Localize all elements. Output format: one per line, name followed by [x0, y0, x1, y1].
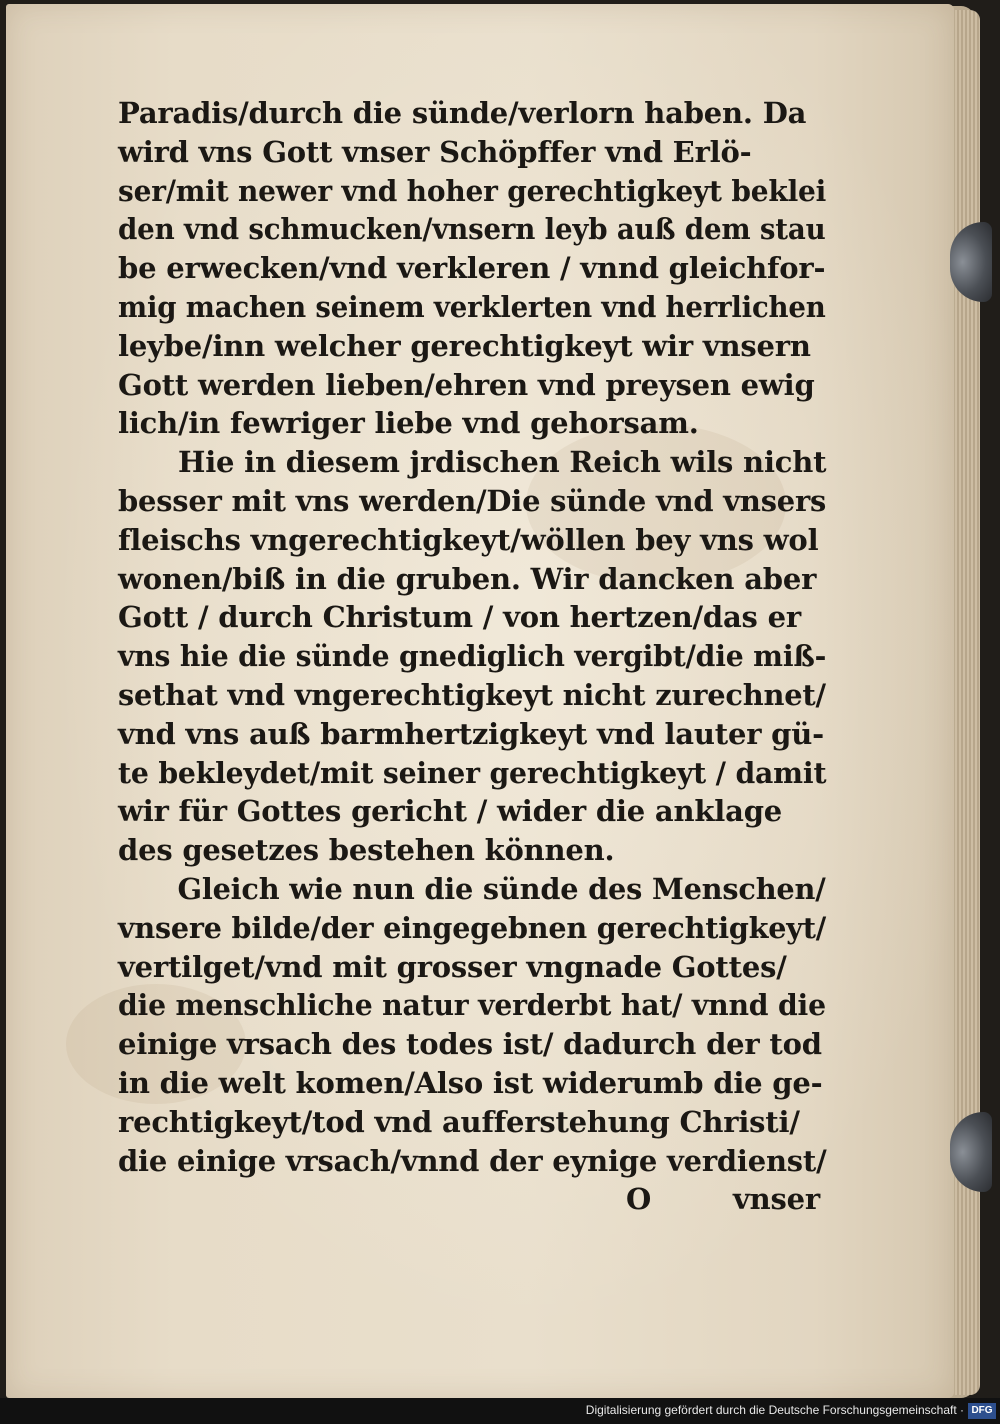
- text-line: leybe/inn welcher gerechtigkeyt wir vnsern: [118, 328, 811, 363]
- text-line: ser/mit newer vnd hoher gerechtigkeyt beklei: [118, 173, 827, 208]
- text-line-paragraph-start: Gleich wie nun die sünde des Menschen/: [177, 871, 826, 906]
- text-line: wir für Gottes gericht / wider die anklage: [118, 794, 783, 829]
- text-line: vnd vns auß barmhertzigkeyt vnd lauter gü-: [118, 716, 824, 751]
- text-line: vnsere bilde/der eingegebnen gerechtigkeyt/: [118, 910, 826, 945]
- text-line: wird vns Gott vnser Schöpffer vnd Erlö-: [118, 134, 752, 169]
- catchword: vnser: [733, 1182, 820, 1217]
- text-line-paragraph-start: Hie in diesem jrdischen Reich wils nicht: [178, 445, 827, 480]
- text-line: be erwecken/vnd verkleren / vnnd gleichfor-: [118, 251, 826, 286]
- text-line: mig machen seinem verklerten vnd herrlichen: [118, 289, 826, 324]
- book-page: [6, 4, 954, 1398]
- text-line: sethat vnd vngerechtigkeyt nicht zurechnet/: [118, 677, 826, 712]
- text-line: den vnd schmucken/vnsern leyb auß dem stau: [118, 212, 826, 247]
- dfg-logo-icon: DFG: [968, 1403, 996, 1419]
- text-line: wonen/biß in die gruben. Wir dancken aber: [118, 561, 817, 596]
- text-line: Paradis/durch die sünde/verlorn haben. Da: [118, 96, 807, 130]
- text-line: vns hie die sünde gnediglich vergibt/die miß-: [118, 639, 827, 674]
- text-line: lich/in fewriger liebe vnd gehorsam.: [118, 406, 699, 441]
- text-line: fleischs vngerechtigkeyt/wöllen bey vns wol: [118, 522, 819, 557]
- page-foot-line: [118, 1180, 826, 1219]
- footer-bar: [0, 1398, 1000, 1424]
- text-line: des gesetzes bestehen können.: [118, 833, 615, 868]
- text-line: die einige vrsach/vnnd der eynige verdienst/: [118, 1143, 827, 1178]
- text-line: Gott / durch Christum / von hertzen/das er: [118, 600, 801, 635]
- signature-mark: O: [626, 1182, 652, 1217]
- footer-credit: Digitalisierung gefördert durch die Deutsche Forschungsgemeinschaft ·: [585, 1403, 964, 1417]
- text-line: die menschliche natur verderbt hat/ vnnd die: [118, 988, 826, 1023]
- text-line: Gott werden lieben/ehren vnd preysen ewig: [118, 367, 815, 402]
- text-line: besser mit vns werden/Die sünde vnd vnsers: [118, 483, 827, 518]
- text-line: einige vrsach des todes ist/ dadurch der tod: [118, 1027, 822, 1062]
- text-line: rechtigkeyt/tod vnd aufferstehung Christi/: [118, 1104, 800, 1139]
- text-line: vertilget/vnd mit grosser vngnade Gottes/: [118, 949, 787, 984]
- text-line: in die welt komen/Also ist widerumb die ge-: [118, 1065, 823, 1100]
- text-line: te bekleydet/mit seiner gerechtigkeyt / damit: [118, 755, 827, 790]
- text-block: [118, 94, 826, 1219]
